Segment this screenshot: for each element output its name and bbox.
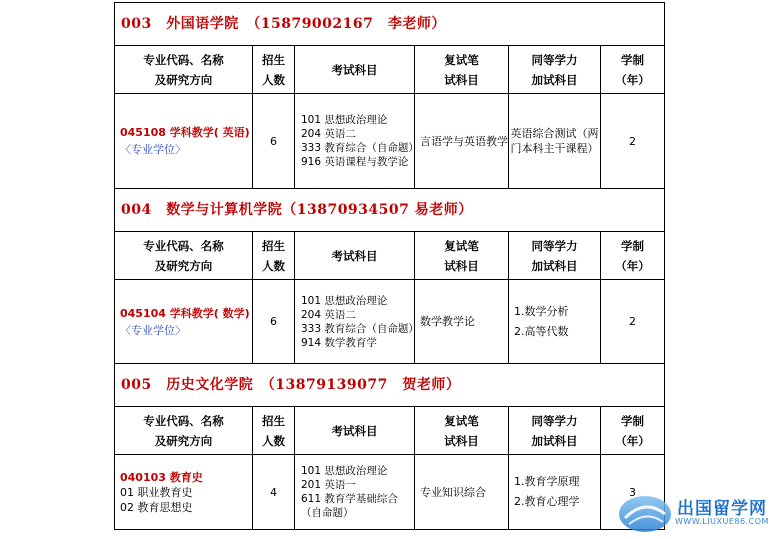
major-cell	[115, 455, 253, 530]
exam-subjects	[295, 280, 419, 364]
program-years: 2	[601, 280, 665, 364]
header-major: 专业代码、名称 及研究方向	[115, 46, 253, 94]
site-watermark	[615, 492, 778, 535]
exam-subject: 101 思想政治理论	[301, 294, 388, 307]
research-direction: 01 职业教育史	[120, 485, 193, 499]
header-enroll: 招生 人数	[253, 407, 295, 455]
watermark-name: 出国留学网	[677, 499, 767, 519]
college-title: 005 历史文化学院 （13879139077 贺老师）	[115, 364, 665, 407]
program-years: 2	[601, 94, 665, 189]
college-title: 004 数学与计算机学院（13870934507 易老师）	[115, 189, 665, 232]
exam-subjects	[295, 94, 419, 189]
equiv-subject: 1.数学分析	[514, 304, 569, 318]
table-row	[115, 280, 665, 364]
header-retest: 复试笔 试科目	[415, 232, 509, 280]
equiv-subject: 2.高等代数	[514, 324, 569, 338]
degree-type: 〈专业学位〉	[120, 323, 186, 337]
equiv-subject: 英语综合测试（两门本科主干课程）	[509, 94, 601, 189]
header-equiv: 同等学力 加试科目	[509, 232, 601, 280]
column-header-row	[115, 407, 665, 455]
equiv-subjects	[509, 455, 601, 530]
equiv-subject: 2.教育心理学	[514, 495, 580, 508]
exam-subject: 914 数学教育学	[301, 336, 377, 349]
enroll-count: 6	[253, 280, 295, 364]
header-years: 学制 （年）	[601, 232, 665, 280]
exam-subject: 101 思想政治理论	[301, 114, 388, 126]
retest-subject: 言语学与英语教学	[415, 94, 509, 189]
exam-subject: 333 教育综合（自命题）	[301, 142, 419, 154]
equiv-subjects	[509, 280, 601, 364]
header-equiv: 同等学力 加试科目	[509, 46, 601, 94]
retest-subject: 数学教学论	[415, 280, 509, 364]
exam-subject: 204 英语二	[301, 308, 356, 321]
column-header-row	[115, 232, 665, 280]
major-code: 045104 学科教学( 数学)	[120, 306, 250, 320]
admissions-table	[114, 2, 665, 530]
column-header-row	[115, 46, 665, 94]
header-exam: 考试科目	[295, 407, 415, 455]
major-code: 040103 教育史	[120, 470, 203, 484]
exam-subject: 333 教育综合（自命题）	[301, 322, 419, 335]
header-major: 专业代码、名称 及研究方向	[115, 232, 253, 280]
header-retest: 复试笔 试科目	[415, 46, 509, 94]
header-retest: 复试笔 试科目	[415, 407, 509, 455]
research-direction: 02 教育思想史	[120, 500, 193, 514]
watermark-url: WWW.LIUXUE86.COM	[675, 517, 769, 526]
college-title: 003 外国语学院 （15879002167 李老师）	[115, 3, 665, 46]
exam-subject: 201 英语一	[301, 479, 356, 491]
exam-subject: 204 英语二	[301, 128, 356, 140]
college-header-row	[115, 189, 665, 232]
header-exam: 考试科目	[295, 232, 415, 280]
major-code: 045108 学科教学( 英语)	[120, 126, 250, 139]
program-years: 3	[601, 455, 665, 530]
header-enroll: 招生 人数	[253, 232, 295, 280]
retest-subject: 专业知识综合	[415, 455, 509, 530]
header-years: 学制 （年）	[601, 46, 665, 94]
college-header-row	[115, 364, 665, 407]
table-row	[115, 94, 665, 189]
header-years: 学制 （年）	[601, 407, 665, 455]
header-equiv: 同等学力 加试科目	[509, 407, 601, 455]
degree-type: 〈专业学位〉	[120, 143, 186, 156]
enroll-count: 4	[253, 455, 295, 530]
header-enroll: 招生 人数	[253, 46, 295, 94]
enroll-count: 6	[253, 94, 295, 189]
major-cell	[115, 94, 253, 189]
exam-subjects	[295, 455, 415, 530]
header-exam: 考试科目	[295, 46, 415, 94]
header-major: 专业代码、名称 及研究方向	[115, 407, 253, 455]
equiv-subject: 1.教育学原理	[514, 475, 580, 488]
exam-subject: 101 思想政治理论	[301, 465, 388, 477]
table-row	[115, 455, 665, 530]
major-cell	[115, 280, 253, 364]
exam-subject: 916 英语课程与教学论	[301, 156, 409, 168]
exam-subject: 611 教育学基础综合（自命题）	[301, 493, 398, 519]
admissions-document	[114, 2, 664, 530]
college-header-row	[115, 3, 665, 46]
